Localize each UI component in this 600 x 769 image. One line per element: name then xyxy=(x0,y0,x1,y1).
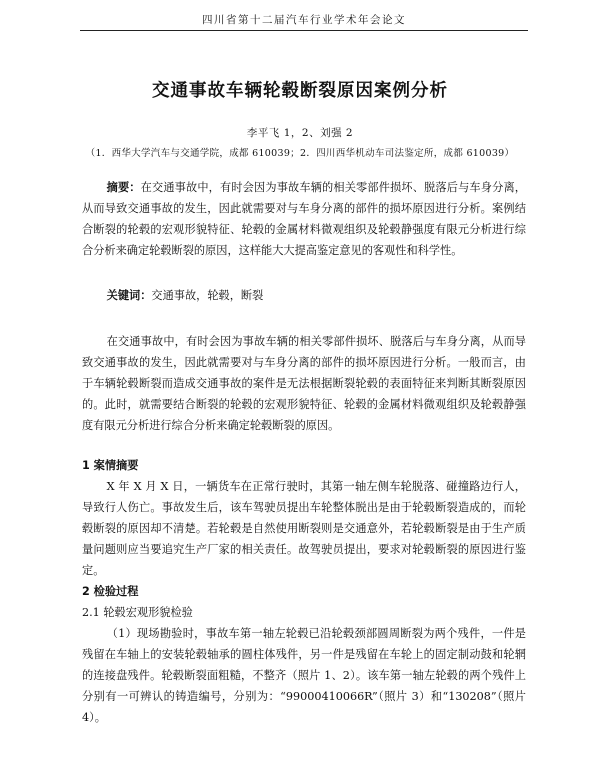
case-summary-paragraph: X 年 X 月 X 日，一辆货车在正常行驶时，其第一轴左侧车轮脱落、碰撞路边行人，导致行人伤亡。事故发生后，该车驾驶员提出车轮整体脱出是由于轮毂断裂造成的，而轮毂断裂的原因却不清楚。若轮毂是自然使用断裂则是交通意外，若轮毂断裂是由于生产质量问题则应当要追究生产厂家的相关责任。故驾驶员提出，要求对轮毂断裂的原因进行鉴定。 xyxy=(82,480,526,577)
affiliation: （1．西华大学汽车与交通学院，成都 610039；2．四川西华机动车司法鉴定所，成都 610039） xyxy=(85,148,515,159)
intro-paragraph: 在交通事故中，有时会因为事故车辆的相关零部件损坏、脱落后与车身分离，从而导致交通事故的发生，因此就需要对与车身分离的部件的损坏原因进行分析。一般而言，由于车辆轮毂断裂而造成交通事故的案件是无法根据断裂轮毂的表面特征来判断其断裂原因的。此时，就需要结合断裂的轮毂的宏观形貌特征、轮毂的金属材料微观组织及轮毂静强度有限元分析进行综合分析来确定轮毂断裂的原因。 xyxy=(82,335,526,432)
paper-title: 交通事故车辆轮毂断裂原因案例分析 xyxy=(152,81,448,101)
subsection-heading-2-1: 2.1 轮毂宏观形貌检验 xyxy=(82,606,193,619)
abstract-text: 在交通事故中，有时会因为事故车辆的相关零部件损坏、脱落后与车身分离，从而导致交通事故的发生，因此就需要对与车身分离的部件的损坏原因进行分析。案例结合断裂的轮毂的宏观形貌特征、轮毂的金属材料微观组织及轮毂静强度有限元分析进行综合分析来确定轮毂断裂的原因，这样能大大提高鉴定意见的客观性和科学性。 xyxy=(82,181,526,257)
section-heading-2: 2 检验过程 xyxy=(82,585,139,598)
abstract-label: 摘要： xyxy=(106,181,141,194)
keywords xyxy=(82,285,526,306)
section-heading-1: 1 案情摘要 xyxy=(82,459,139,472)
abstract xyxy=(82,177,526,261)
keywords-label: 关键词： xyxy=(106,289,152,302)
keywords-text: 交通事故，轮毂，断裂 xyxy=(151,289,264,302)
running-header: 四川省第十二届汽车行业学术年会论文 xyxy=(202,14,406,26)
header-rule xyxy=(80,30,528,31)
authors: 李平飞 1，2、刘强 2 xyxy=(246,127,354,139)
inspection-paragraph: （1）现场勘验时，事故车第一轴左轮毂已沿轮毂颈部圆周断裂为两个残件，一件是残留在车轴上的安装轮毂轴承的圆柱体残件，另一件是残留在车轮上的固定制动鼓和轮辋的连接盘残件。轮毂断裂面粗糙，不整齐（照片 1、2）。该车第一轴左轮毂的两个残件上分别有一可辨认的铸造编号，分别为：“99000410066R”（照片 3）和“130208”（照片 4）。 xyxy=(82,627,526,724)
